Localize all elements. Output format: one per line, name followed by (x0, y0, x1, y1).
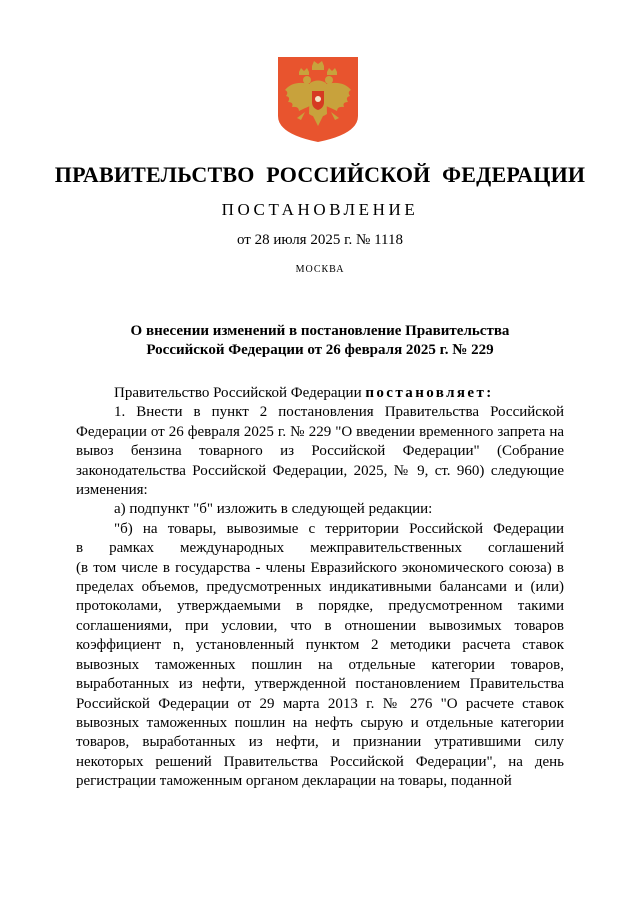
coat-of-arms-icon (277, 56, 359, 143)
paragraph-2: а) подпункт "б" изложить в следующей редакции: (114, 501, 433, 518)
document-title (100, 322, 540, 360)
document-date: от 28 июля 2025 г. № 1118 (236, 232, 403, 248)
paragraph-1: 1. Внести в пункт 2 постановления Правительства Российской Федерации от 26 февраля 2025 г. № 229 "О введении временного запрета на вывоз бензина товарного из Российской Федерации" (Собрание законодательства Российской Федерации, 2025, № 9, ст. 960) следующие изменения: (76, 404, 564, 499)
city-label: МОСКВА (295, 264, 345, 275)
paragraph-3-line-1: "б) на товары, вывозимые с территории Российской Федерации (114, 520, 564, 537)
paragraph-3-rest: (в том числе в государства - члены Евразийского экономического союза) в пределах объемов, предусмотренных индикативными балансами и (или) протоколами, утверждаемыми в порядке, предусмотренном такими соглашениями, при условии, что в отношении вывозимых товаров коэффициент n, установленный пунктом 2 методики расчета ставок вывозных таможенных пошлин на отдельные категории товаров, выработанных из нефти, утвержденной постановлением Правительства Российской Федерации от 29 марта 2013 г. № 276 "О расчете ставок вывозных таможенных пошлин на нефть сырую и отдельные категории товаров, выработанных из нефти, и признании утратившими силу некоторых решений Правительства Российской Федерации", на день регистрации таможенным органом декларации на товары, поданной (76, 559, 564, 790)
document-title-line-2: Российской Федерации от 26 февраля 2025 г. № 229 (146, 342, 494, 358)
paragraph-3-line-2: в рамках международных межправительственных соглашений (76, 540, 564, 557)
intro-paragraph (76, 384, 564, 403)
intro-prefix: Правительство Российской Федерации (114, 385, 362, 401)
document-title-line-1: О внесении изменений в постановление Правительства (130, 323, 510, 339)
intro-resolves: постановляет: (365, 385, 494, 401)
document-body (76, 384, 564, 792)
document-type: ПОСТАНОВЛЕНИЕ (221, 200, 419, 219)
government-title: ПРАВИТЕЛЬСТВО РОССИЙСКОЙ ФЕДЕРАЦИИ (54, 162, 586, 187)
